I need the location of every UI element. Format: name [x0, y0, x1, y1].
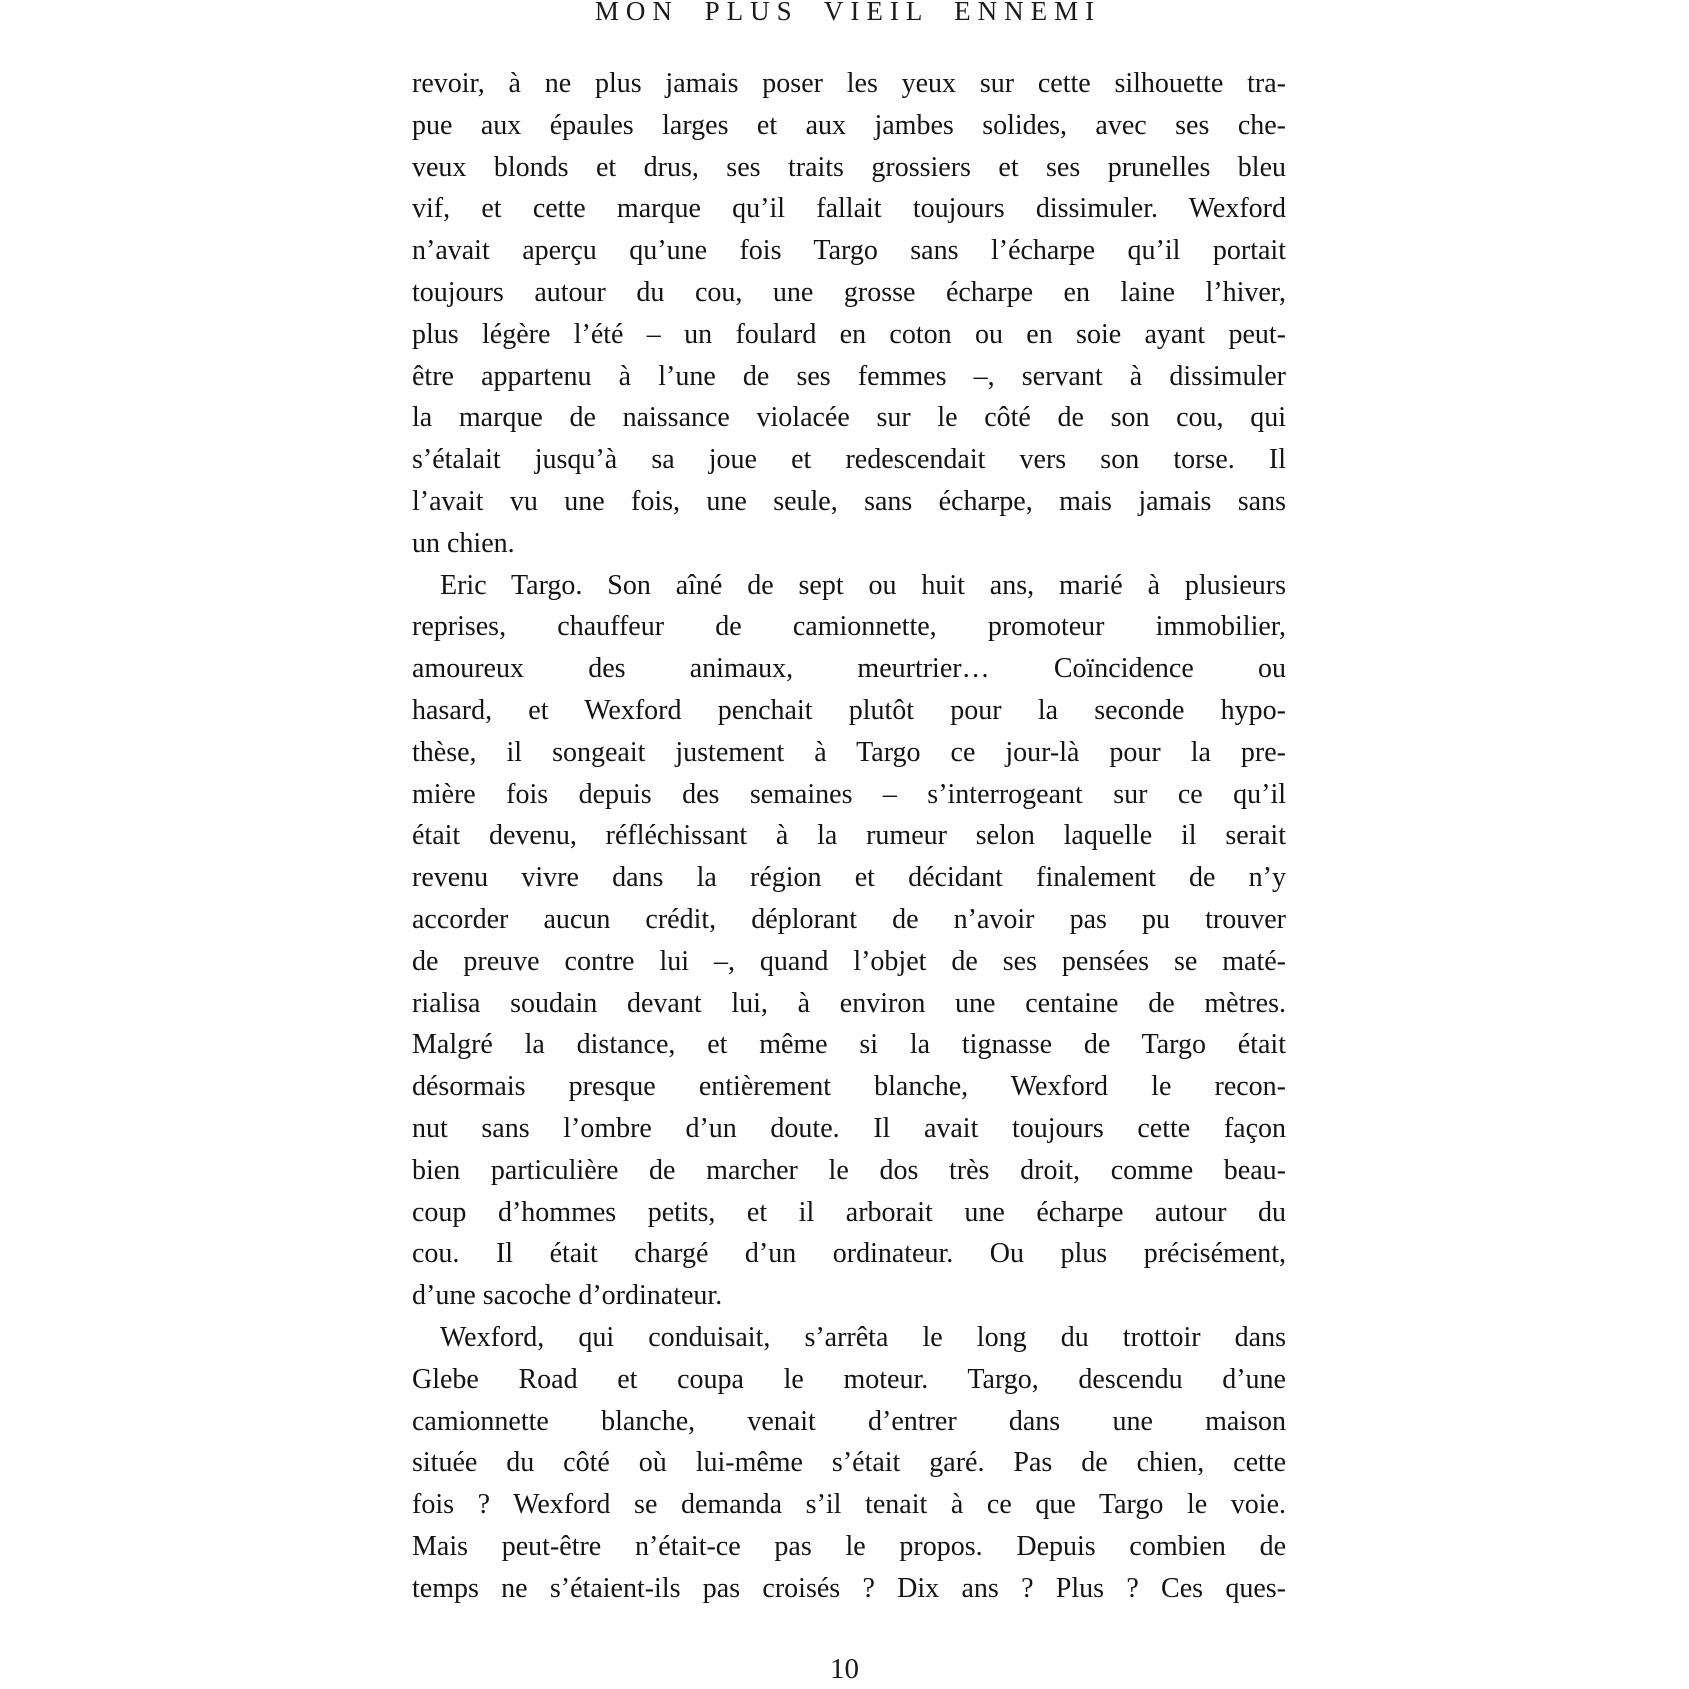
text-line: la marque de naissance violacée sur le côté de son cou, qui [412, 402, 1286, 434]
text-line: thèse, il songeait justement à Targo ce jour-là pour la pre- [412, 736, 1286, 768]
text-line: Malgré la distance, et même si la tignasse de Targo était [412, 1029, 1286, 1061]
paragraph [412, 1317, 1286, 1610]
text-line: camionnette blanche, venait d’entrer dans une maison [412, 1405, 1286, 1437]
text-line: désormais presque entièrement blanche, Wexford le recon- [412, 1071, 1286, 1103]
text-line: Eric Targo. Son aîné de sept ou huit ans, marié à plusieurs [440, 569, 1286, 601]
text-line: était devenu, réfléchissant à la rumeur selon laquelle il serait [412, 820, 1286, 852]
text-line: revoir, à ne plus jamais poser les yeux sur cette silhouette tra- [412, 68, 1286, 99]
text-line: cou. Il était chargé d’un ordinateur. Ou plus précisément, [412, 1238, 1286, 1270]
text-line: toujours autour du cou, une grosse écharpe en laine l’hiver, [412, 276, 1286, 308]
text-line: fois ? Wexford se demanda s’il tenait à ce que Targo le voie. [412, 1489, 1286, 1521]
text-line: Mais peut-être n’était-ce pas le propos. Depuis combien de [412, 1530, 1286, 1562]
running-header-title: MON PLUS VIEIL ENNEMI [594, 0, 1102, 26]
text-line: située du côté où lui-même s’était garé. Pas de chien, cette [412, 1447, 1286, 1479]
text-line: hasard, et Wexford penchait plutôt pour la seconde hypo- [412, 694, 1286, 726]
text-line: nut sans l’ombre d’un doute. Il avait toujours cette façon [412, 1112, 1286, 1144]
text-line: amoureux des animaux, meurtrier… Coïncidence ou [412, 653, 1286, 685]
text-line: revenu vivre dans la région et décidant finalement de n’y [412, 862, 1286, 894]
text-line: n’avait aperçu qu’une fois Targo sans l’écharpe qu’il portait [412, 235, 1286, 267]
text-line: temps ne s’étaient-ils pas croisés ? Dix ans ? Plus ? Ces ques- [412, 1572, 1286, 1604]
text-line: veux blonds et drus, ses traits grossiers et ses prunelles bleu [412, 151, 1286, 183]
text-line: Glebe Road et coupa le moteur. Targo, descendu d’une [412, 1363, 1286, 1395]
text-line: mière fois depuis des semaines – s’interrogeant sur ce qu’il [412, 778, 1286, 810]
paragraph [412, 565, 1286, 1317]
text-block [412, 63, 1286, 1609]
text-line: l’avait vu une fois, une seule, sans écharpe, mais jamais sans [412, 485, 1286, 517]
text-line: reprises, chauffeur de camionnette, promoteur immobilier, [412, 611, 1286, 643]
text-line: bien particulière de marcher le dos très droit, comme beau- [412, 1154, 1286, 1186]
text-line: rialisa soudain devant lui, à environ une centaine de mètres. [412, 987, 1286, 1019]
running-header [0, 0, 1689, 26]
text-line: accorder aucun crédit, déplorant de n’avoir pas pu trouver [412, 903, 1286, 935]
text-line: pue aux épaules larges et aux jambes solides, avec ses che- [412, 109, 1286, 141]
text-line: un chien. [412, 527, 515, 559]
text-line: être appartenu à l’une de ses femmes –, servant à dissimuler [412, 360, 1286, 392]
paragraph [412, 63, 1286, 565]
text-line: Wexford, qui conduisait, s’arrêta le long du trottoir dans [440, 1321, 1286, 1353]
page-number: 10 [830, 1653, 859, 1685]
text-line: d’une sacoche d’ordinateur. [412, 1280, 723, 1312]
text-line: vif, et cette marque qu’il fallait toujours dissimuler. Wexford [412, 193, 1286, 225]
text-line: s’étalait jusqu’à sa joue et redescendait vers son torse. Il [412, 444, 1286, 476]
text-line: coup d’hommes petits, et il arborait une écharpe autour du [412, 1196, 1286, 1228]
text-line: de preuve contre lui –, quand l’objet de ses pensées se maté- [412, 945, 1286, 977]
text-line: plus légère l’été – un foulard en coton ou en soie ayant peut- [412, 318, 1286, 350]
